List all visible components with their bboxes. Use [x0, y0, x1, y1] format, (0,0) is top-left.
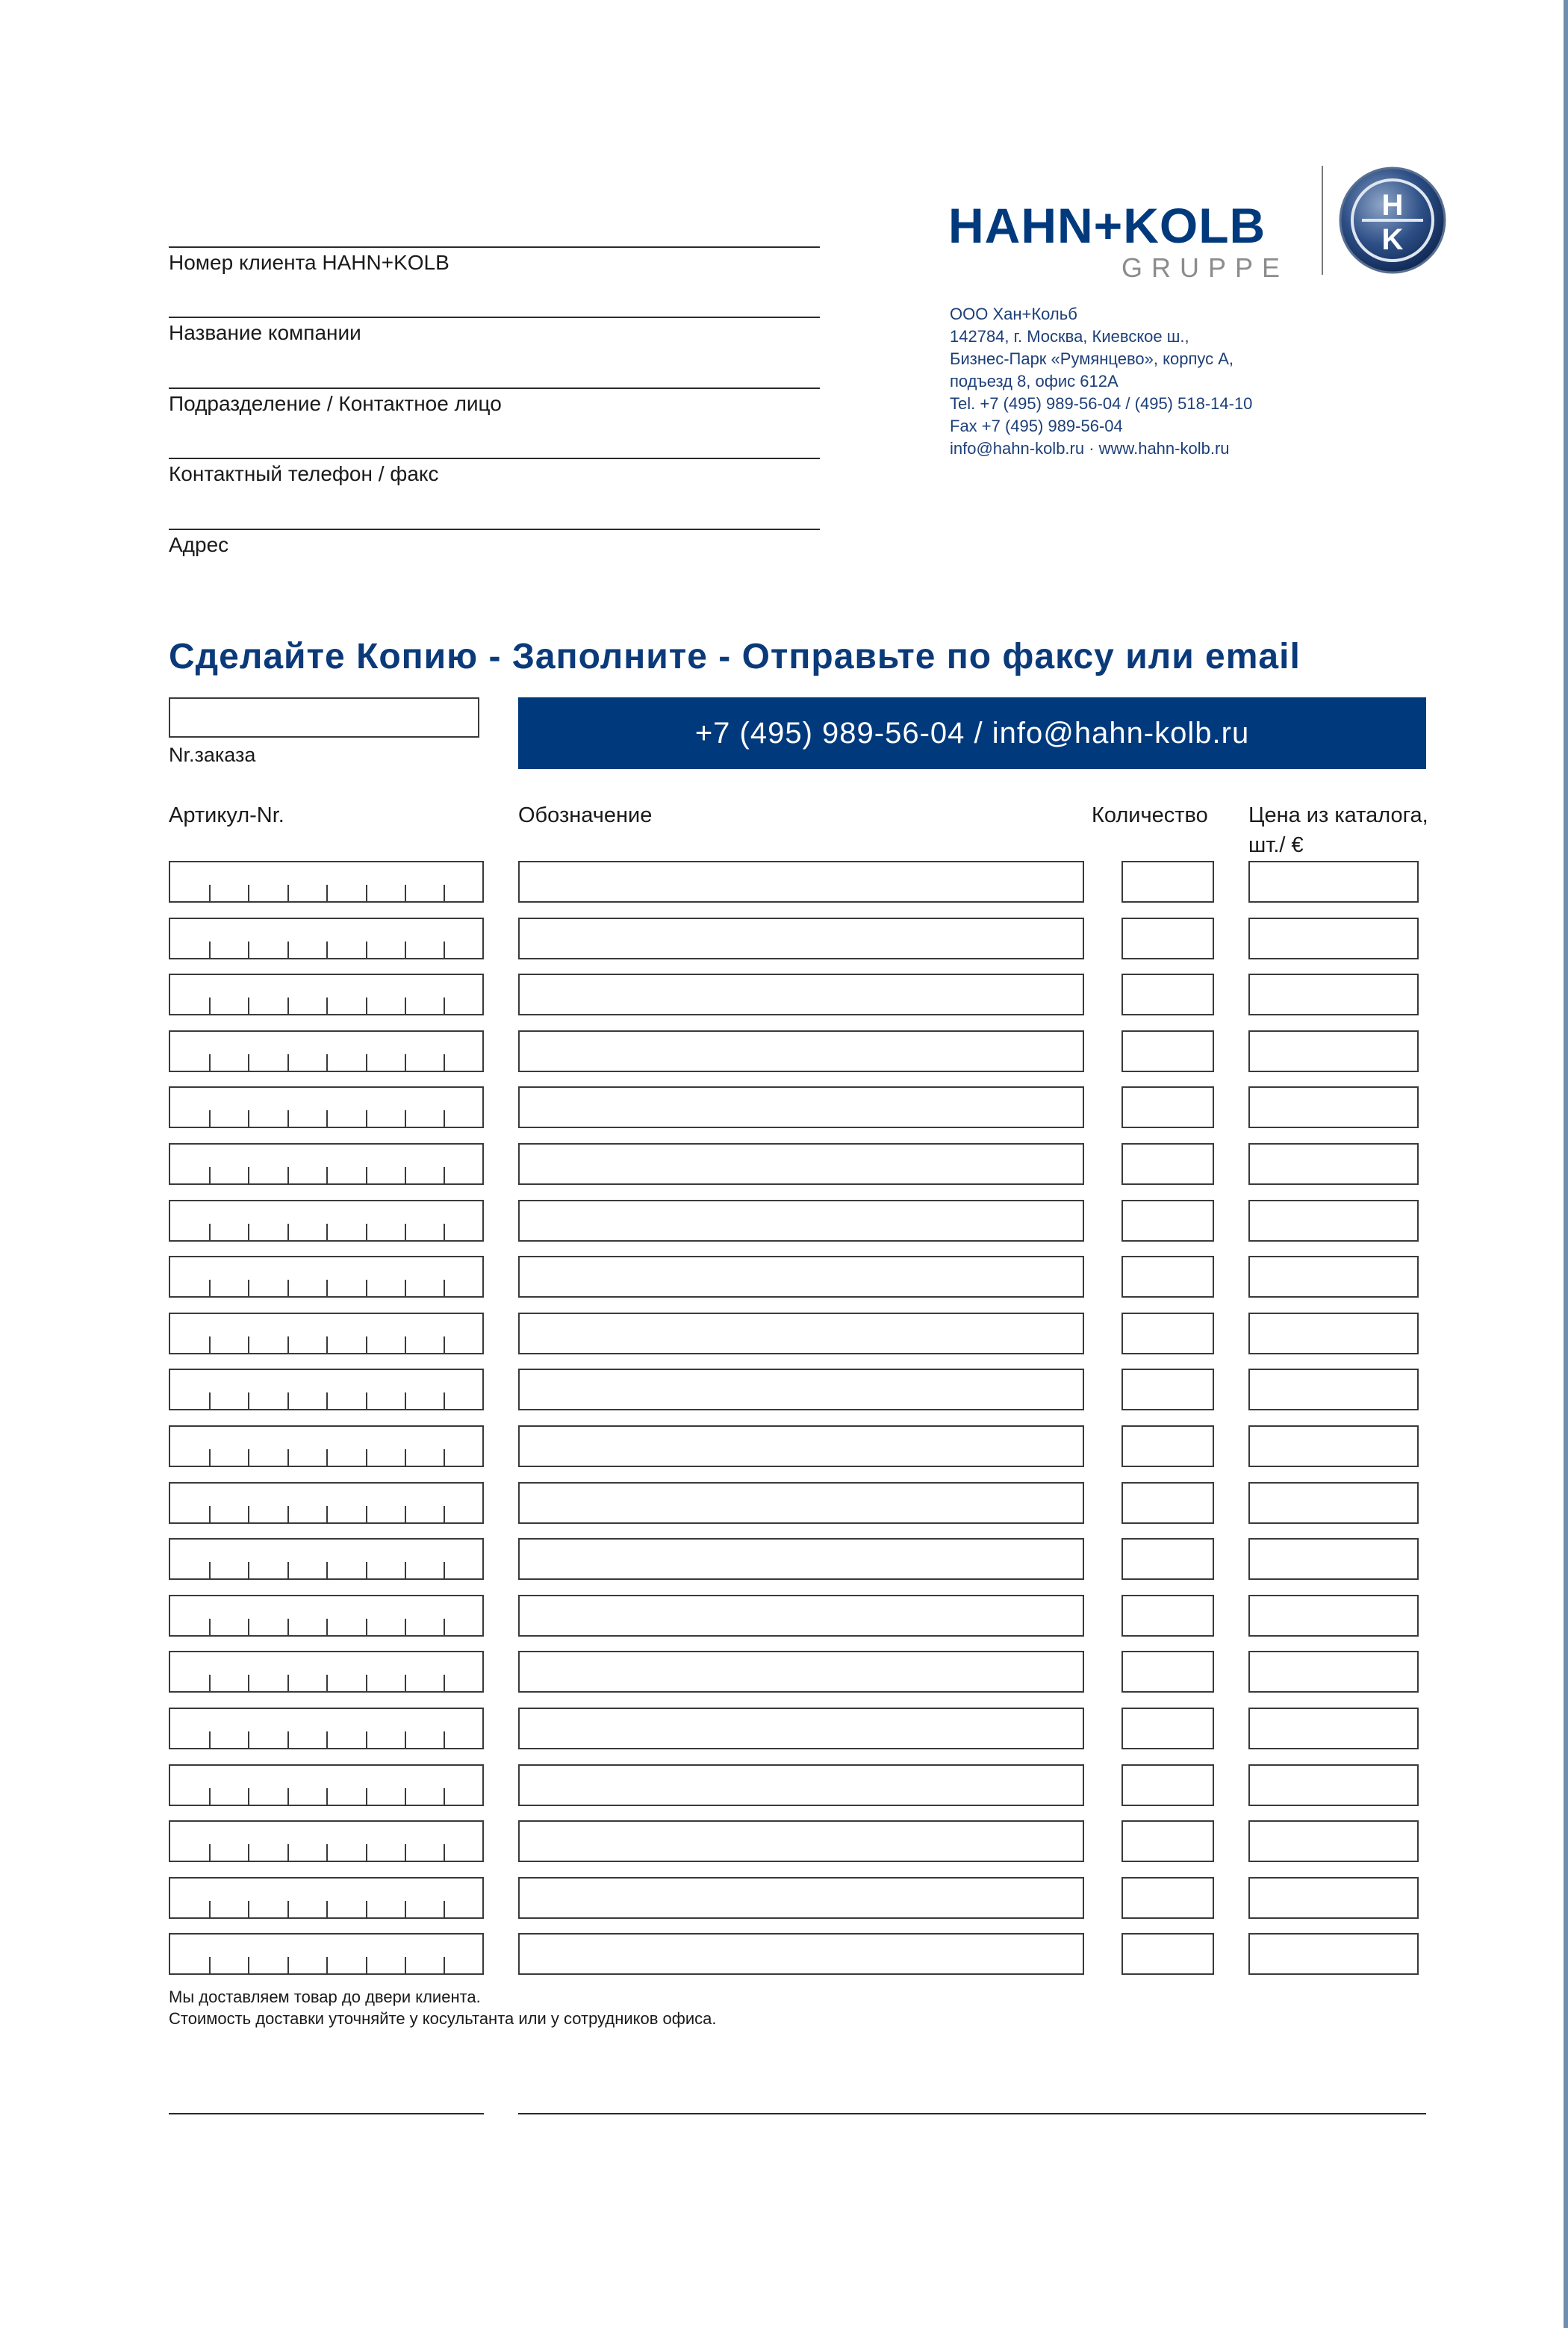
price-input[interactable]: [1248, 1933, 1419, 1975]
phone-fax-label: Контактный телефон / факс: [169, 462, 439, 485]
article-number-input[interactable]: [169, 1143, 484, 1185]
description-input[interactable]: [518, 1482, 1084, 1524]
quantity-input[interactable]: [1121, 974, 1214, 1015]
address-email-web: info@hahn-kolb.ru · www.hahn-kolb.ru: [950, 439, 1230, 458]
digit-divider: [248, 1788, 249, 1805]
digit-divider: [405, 1167, 406, 1183]
table-row: [0, 1595, 1568, 1637]
digit-divider: [444, 1280, 445, 1296]
digit-divider: [209, 1449, 211, 1466]
digit-divider: [209, 1392, 211, 1409]
digit-divider: [326, 1731, 328, 1748]
digit-divider: [287, 1167, 289, 1183]
digit-divider: [405, 1392, 406, 1409]
column-header-quantity: Количество: [1092, 803, 1208, 827]
digit-divider: [209, 1110, 211, 1127]
quantity-input[interactable]: [1121, 1200, 1214, 1242]
quantity-input[interactable]: [1121, 1143, 1214, 1185]
digit-divider: [209, 1054, 211, 1071]
price-input[interactable]: [1248, 918, 1419, 959]
digit-divider: [248, 1054, 249, 1071]
digit-divider: [326, 1562, 328, 1578]
page-headline: Сделайте Копию - Заполните - Отправьте по факсу или email: [169, 637, 1301, 676]
article-number-input[interactable]: [169, 1538, 484, 1580]
address-line: ООО Хан+Кольб: [950, 305, 1077, 323]
digit-divider: [366, 1110, 367, 1127]
table-row: [0, 1708, 1568, 1749]
digit-divider: [209, 1788, 211, 1805]
digit-divider: [287, 885, 289, 901]
price-input[interactable]: [1248, 1820, 1419, 1862]
digit-divider: [209, 1336, 211, 1353]
digit-divider: [326, 1901, 328, 1917]
digit-divider: [405, 1336, 406, 1353]
quantity-input[interactable]: [1121, 1086, 1214, 1128]
address-label: Адрес: [169, 533, 229, 556]
article-number-input[interactable]: [169, 1086, 484, 1128]
price-input[interactable]: [1248, 974, 1419, 1015]
digit-divider: [248, 1280, 249, 1296]
digit-divider: [405, 1224, 406, 1240]
article-number-input[interactable]: [169, 1651, 484, 1693]
description-input[interactable]: [518, 861, 1084, 903]
table-row: [0, 1369, 1568, 1410]
quantity-input[interactable]: [1121, 1877, 1214, 1919]
digit-divider: [405, 1280, 406, 1296]
price-input[interactable]: [1248, 1030, 1419, 1072]
digit-divider: [248, 998, 249, 1014]
digit-divider: [248, 1506, 249, 1522]
digit-divider: [209, 1675, 211, 1691]
digit-divider: [326, 1167, 328, 1183]
department-contact-field[interactable]: [169, 388, 820, 416]
logo-wordmark: HAHN+KOLB: [948, 198, 1266, 253]
digit-divider: [366, 1506, 367, 1522]
table-row: [0, 1651, 1568, 1693]
description-input[interactable]: [518, 974, 1084, 1015]
digit-divider: [209, 1167, 211, 1183]
price-input[interactable]: [1248, 1877, 1419, 1919]
article-number-input[interactable]: [169, 1425, 484, 1467]
digit-divider: [326, 1449, 328, 1466]
price-input[interactable]: [1248, 1086, 1419, 1128]
digit-divider: [444, 1562, 445, 1578]
digit-divider: [287, 1731, 289, 1748]
digit-divider: [444, 1957, 445, 1973]
digit-divider: [444, 1449, 445, 1466]
digit-divider: [209, 1506, 211, 1522]
digit-divider: [444, 1336, 445, 1353]
digit-divider: [287, 1957, 289, 1973]
customer-number-field[interactable]: [169, 246, 820, 275]
digit-divider: [405, 1619, 406, 1635]
digit-divider: [248, 1619, 249, 1635]
digit-divider: [326, 1675, 328, 1691]
digit-divider: [209, 1224, 211, 1240]
quantity-input[interactable]: [1121, 1708, 1214, 1749]
digit-divider: [209, 1562, 211, 1578]
digit-divider: [444, 942, 445, 958]
digit-divider: [326, 1336, 328, 1353]
digit-divider: [287, 1506, 289, 1522]
digit-divider: [287, 1844, 289, 1861]
article-number-input[interactable]: [169, 861, 484, 903]
description-input[interactable]: [518, 1877, 1084, 1919]
date-line[interactable]: [169, 2113, 484, 2114]
department-contact-label: Подразделение / Контактное лицо: [169, 392, 502, 415]
article-number-input[interactable]: [169, 1933, 484, 1975]
table-row: [0, 1143, 1568, 1185]
price-input[interactable]: [1248, 1538, 1419, 1580]
article-number-input[interactable]: [169, 1595, 484, 1637]
digit-divider: [366, 1280, 367, 1296]
digit-divider: [444, 1054, 445, 1071]
description-input[interactable]: [518, 1933, 1084, 1975]
digit-divider: [326, 1788, 328, 1805]
price-input[interactable]: [1248, 861, 1419, 903]
description-input[interactable]: [518, 918, 1084, 959]
quantity-input[interactable]: [1121, 1933, 1214, 1975]
quantity-input[interactable]: [1121, 1256, 1214, 1298]
digit-divider: [405, 1506, 406, 1522]
digit-divider: [405, 1844, 406, 1861]
digit-divider: [366, 1224, 367, 1240]
digit-divider: [287, 1392, 289, 1409]
digit-divider: [248, 1167, 249, 1183]
order-number-label: Nr.заказа: [169, 744, 256, 766]
company-logo: [948, 166, 1456, 283]
digit-divider: [326, 1392, 328, 1409]
price-input[interactable]: [1248, 1708, 1419, 1749]
quantity-input[interactable]: [1121, 1651, 1214, 1693]
digit-divider: [405, 1957, 406, 1973]
table-row: [0, 1256, 1568, 1298]
digit-divider: [209, 1901, 211, 1917]
price-input[interactable]: [1248, 1651, 1419, 1693]
article-number-input[interactable]: [169, 1764, 484, 1806]
digit-divider: [326, 885, 328, 901]
article-number-input[interactable]: [169, 1200, 484, 1242]
description-input[interactable]: [518, 1200, 1084, 1242]
column-header-price-line1: Цена из каталога,: [1248, 803, 1428, 827]
article-number-input[interactable]: [169, 1030, 484, 1072]
digit-divider: [405, 885, 406, 901]
column-header-price: [1248, 800, 1428, 860]
price-input[interactable]: [1248, 1369, 1419, 1410]
address-fax: Fax +7 (495) 989-56-04: [950, 417, 1123, 435]
digit-divider: [209, 1280, 211, 1296]
digit-divider: [287, 1054, 289, 1071]
column-header-description: Обозначение: [518, 803, 653, 827]
description-input[interactable]: [518, 1030, 1084, 1072]
price-input[interactable]: [1248, 1482, 1419, 1524]
digit-divider: [366, 1392, 367, 1409]
article-number-input[interactable]: [169, 1708, 484, 1749]
table-row: [0, 1877, 1568, 1919]
digit-divider: [366, 885, 367, 901]
price-input[interactable]: [1248, 1256, 1419, 1298]
digit-divider: [287, 1619, 289, 1635]
address-phone: Tel. +7 (495) 989-56-04 / (495) 518-14-10: [950, 394, 1253, 413]
article-number-input[interactable]: [169, 1256, 484, 1298]
digit-divider: [248, 1449, 249, 1466]
article-number-input[interactable]: [169, 1482, 484, 1524]
article-number-input[interactable]: [169, 1877, 484, 1919]
article-number-input[interactable]: [169, 1820, 484, 1862]
digit-divider: [405, 1449, 406, 1466]
digit-divider: [248, 1901, 249, 1917]
digit-divider: [326, 1506, 328, 1522]
quantity-input[interactable]: [1121, 1313, 1214, 1354]
digit-divider: [366, 1054, 367, 1071]
price-input[interactable]: [1248, 1200, 1419, 1242]
digit-divider: [366, 1619, 367, 1635]
price-input[interactable]: [1248, 1143, 1419, 1185]
order-number-input[interactable]: [169, 697, 479, 738]
column-header-price-line2: шт./ €: [1248, 833, 1304, 857]
digit-divider: [366, 1562, 367, 1578]
article-number-input[interactable]: [169, 1313, 484, 1354]
table-row: [0, 1820, 1568, 1862]
digit-divider: [444, 1731, 445, 1748]
price-input[interactable]: [1248, 1313, 1419, 1354]
digit-divider: [444, 1844, 445, 1861]
description-input[interactable]: [518, 1313, 1084, 1354]
digit-divider: [209, 942, 211, 958]
digit-divider: [209, 1731, 211, 1748]
digit-divider: [405, 1675, 406, 1691]
quantity-input[interactable]: [1121, 1538, 1214, 1580]
quantity-input[interactable]: [1121, 861, 1214, 903]
digit-divider: [326, 942, 328, 958]
digit-divider: [287, 998, 289, 1014]
digit-divider: [326, 1619, 328, 1635]
table-row: [0, 1764, 1568, 1806]
svg-text:H: H: [1381, 189, 1404, 222]
description-input[interactable]: [518, 1595, 1084, 1637]
digit-divider: [326, 1224, 328, 1240]
digit-divider: [248, 1844, 249, 1861]
price-input[interactable]: [1248, 1595, 1419, 1637]
quantity-input[interactable]: [1121, 918, 1214, 959]
digit-divider: [248, 1224, 249, 1240]
delivery-note: [169, 1986, 717, 2029]
quantity-input[interactable]: [1121, 1030, 1214, 1072]
description-input[interactable]: [518, 1820, 1084, 1862]
digit-divider: [326, 1054, 328, 1071]
digit-divider: [405, 1562, 406, 1578]
digit-divider: [444, 1506, 445, 1522]
digit-divider: [444, 1224, 445, 1240]
phone-fax-field[interactable]: [169, 458, 820, 486]
digit-divider: [366, 1449, 367, 1466]
description-input[interactable]: [518, 1086, 1084, 1128]
digit-divider: [209, 885, 211, 901]
digit-divider: [444, 1110, 445, 1127]
digit-divider: [248, 942, 249, 958]
logo-divider: [1322, 166, 1323, 275]
column-header-article: Артикул-Nr.: [169, 803, 284, 827]
table-row: [0, 1200, 1568, 1242]
quantity-input[interactable]: [1121, 1595, 1214, 1637]
quantity-input[interactable]: [1121, 1369, 1214, 1410]
digit-divider: [444, 1675, 445, 1691]
digit-divider: [326, 1280, 328, 1296]
table-row: [0, 1030, 1568, 1072]
digit-divider: [287, 1788, 289, 1805]
digit-divider: [405, 1901, 406, 1917]
digit-divider: [366, 1167, 367, 1183]
digit-divider: [287, 1224, 289, 1240]
digit-divider: [287, 1336, 289, 1353]
description-input[interactable]: [518, 1143, 1084, 1185]
price-input[interactable]: [1248, 1425, 1419, 1467]
digit-divider: [287, 1562, 289, 1578]
digit-divider: [287, 1675, 289, 1691]
table-row: [0, 1538, 1568, 1580]
digit-divider: [444, 1788, 445, 1805]
digit-divider: [326, 1110, 328, 1127]
digit-divider: [287, 1110, 289, 1127]
digit-divider: [209, 1957, 211, 1973]
digit-divider: [405, 1110, 406, 1127]
digit-divider: [366, 1901, 367, 1917]
table-row: [0, 1086, 1568, 1128]
digit-divider: [366, 942, 367, 958]
digit-divider: [287, 1280, 289, 1296]
digit-divider: [366, 998, 367, 1014]
digit-divider: [405, 1054, 406, 1071]
digit-divider: [444, 1167, 445, 1183]
digit-divider: [405, 942, 406, 958]
digit-divider: [366, 1336, 367, 1353]
address-line: 142784, г. Москва, Киевское ш.,: [950, 327, 1189, 346]
description-input[interactable]: [518, 1764, 1084, 1806]
digit-divider: [248, 1392, 249, 1409]
digit-divider: [287, 1449, 289, 1466]
article-number-input[interactable]: [169, 1369, 484, 1410]
digit-divider: [405, 998, 406, 1014]
digit-divider: [248, 1562, 249, 1578]
description-input[interactable]: [518, 1708, 1084, 1749]
digit-divider: [209, 998, 211, 1014]
article-number-input[interactable]: [169, 918, 484, 959]
table-row: [0, 1425, 1568, 1467]
digit-divider: [287, 1901, 289, 1917]
digit-divider: [248, 1957, 249, 1973]
quantity-input[interactable]: [1121, 1820, 1214, 1862]
digit-divider: [444, 885, 445, 901]
quantity-input[interactable]: [1121, 1425, 1214, 1467]
table-row: [0, 918, 1568, 959]
digit-divider: [326, 998, 328, 1014]
digit-divider: [366, 1731, 367, 1748]
digit-divider: [248, 1336, 249, 1353]
digit-divider: [444, 1901, 445, 1917]
address-field[interactable]: [169, 529, 820, 557]
digit-divider: [287, 942, 289, 958]
digit-divider: [209, 1619, 211, 1635]
contact-banner: +7 (495) 989-56-04 / info@hahn-kolb.ru: [518, 697, 1426, 769]
description-input[interactable]: [518, 1425, 1084, 1467]
quantity-input[interactable]: [1121, 1482, 1214, 1524]
delivery-note-line1: Мы доставляем товар до двери клиента.: [169, 1988, 481, 2006]
logo-subtitle: GRUPPE: [1121, 252, 1289, 283]
digit-divider: [366, 1788, 367, 1805]
digit-divider: [209, 1844, 211, 1861]
customer-number-label: Номер клиента HAHN+KOLB: [169, 251, 449, 274]
description-input[interactable]: [518, 1256, 1084, 1298]
company-name-label: Название компании: [169, 321, 361, 344]
digit-divider: [405, 1788, 406, 1805]
address-line: подъезд 8, офис 612А: [950, 372, 1119, 390]
digit-divider: [366, 1957, 367, 1973]
digit-divider: [366, 1675, 367, 1691]
description-input[interactable]: [518, 1651, 1084, 1693]
digit-divider: [366, 1844, 367, 1861]
digit-divider: [248, 1731, 249, 1748]
digit-divider: [326, 1844, 328, 1861]
svg-text:K: K: [1381, 223, 1404, 256]
description-input[interactable]: [518, 1369, 1084, 1410]
digit-divider: [248, 1675, 249, 1691]
digit-divider: [326, 1957, 328, 1973]
table-row: [0, 974, 1568, 1015]
table-row: [0, 1482, 1568, 1524]
digit-divider: [444, 998, 445, 1014]
signature-line[interactable]: [518, 2113, 1426, 2114]
address-line: Бизнес-Парк «Румянцево», корпус А,: [950, 349, 1234, 368]
digit-divider: [405, 1731, 406, 1748]
logo-seal-icon: [1338, 166, 1447, 275]
company-name-field[interactable]: [169, 317, 820, 345]
table-row: [0, 861, 1568, 903]
table-row: [0, 1933, 1568, 1975]
company-address: [950, 303, 1252, 460]
price-input[interactable]: [1248, 1764, 1419, 1806]
quantity-input[interactable]: [1121, 1764, 1214, 1806]
table-row: [0, 1313, 1568, 1354]
digit-divider: [444, 1619, 445, 1635]
article-number-input[interactable]: [169, 974, 484, 1015]
delivery-note-line2: Стоимость доставки уточняйте у косультанта или у сотрудников офиса.: [169, 2009, 717, 2028]
digit-divider: [248, 1110, 249, 1127]
digit-divider: [444, 1392, 445, 1409]
digit-divider: [248, 885, 249, 901]
description-input[interactable]: [518, 1538, 1084, 1580]
